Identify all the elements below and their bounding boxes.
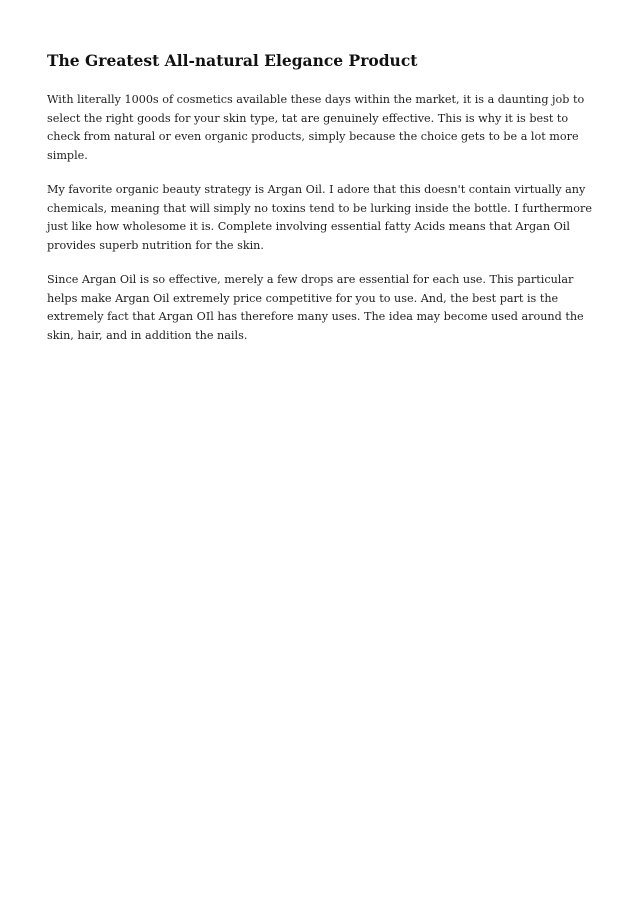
paragraph-uses: Since Argan Oil is so effective, merely a few drops are essential for each use. This particular helps make Argan Oil extremely price competitive for you to use. And, the best part is the extremely fact that Argan OIl has therefore many uses. The idea may become used around the skin, hair, and in addition the nails. xyxy=(47,273,584,342)
paragraph-argan-oil: My favorite organic beauty strategy is Argan Oil. I adore that this doesn't contain virtually any chemicals, meaning that will simply no toxins tend to be lurking inside the bottle. I furthermore just like how wholesome it is. Complete involving essential fatty Acids means that Argan Oil provides superb nutrition for the skin. xyxy=(47,183,592,252)
document-page xyxy=(47,50,595,361)
paragraph-intro: With literally 1000s of cosmetics available these days within the market, it is a daunting job to select the right goods for your skin type, tat are genuinely effective. This is why it is best to check from natural or even organic products, simply because the choice gets to be a lot more simple. xyxy=(47,93,585,162)
document-title: The Greatest All-natural Elegance Product xyxy=(47,51,418,70)
